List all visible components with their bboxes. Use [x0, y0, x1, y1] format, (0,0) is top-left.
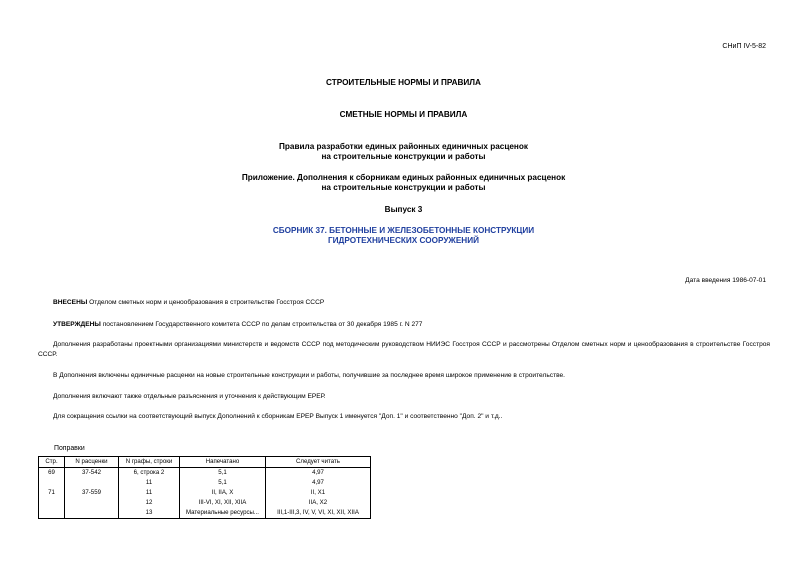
title-issue: Выпуск 3	[384, 205, 423, 214]
table-cell: 11	[119, 478, 180, 488]
header-column-row: N графы, строки	[119, 457, 180, 468]
table-row	[39, 508, 371, 519]
corrections-label: Поправки	[54, 445, 85, 452]
paragraph-clarifications: Дополнения включают также отдельные разъяснения и уточнения к действующим ЕРЕР.	[53, 393, 326, 400]
title-rules-line2: на строительные конструкции и работы	[321, 152, 486, 161]
table-cell	[65, 478, 119, 488]
table-cell: 11	[119, 488, 180, 498]
title-appendix-line2: на строительные конструкции и работы	[321, 183, 486, 192]
table-cell: Материальные ресурсы...	[180, 508, 266, 519]
paragraph-introduced	[38, 298, 770, 308]
title-estimate-norms: СМЕТНЫЕ НОРМЫ И ПРАВИЛА	[339, 110, 468, 119]
table-cell: III,1-III,3, IV, V, VI, XI, XII, XIIA	[266, 508, 371, 519]
table-cell: 13	[119, 508, 180, 519]
table-cell: III-VI, XI, XII, XIIA	[180, 498, 266, 508]
title-appendix-line1: Приложение. Дополнения к сборникам единых районных единичных расценок	[241, 173, 566, 182]
table-cell: 37-559	[65, 488, 119, 498]
table-cell: 5,1	[180, 468, 266, 479]
header-page: Стр.	[39, 457, 65, 468]
paragraph-developed: Дополнения разработаны проектными организациями министерств и ведомств СССР под методическим руководством НИИЭС Госстроя СССР и рассмотрены Отделом сметных норм и ценообразования в строительстве Госстроя СССР.	[38, 341, 770, 358]
table-cell: 12	[119, 498, 180, 508]
introduction-date: Дата введения 1986-07-01	[685, 277, 766, 284]
paragraph-approved	[38, 320, 770, 330]
paragraph-introduced-bold: ВНЕСЕНЫ	[53, 299, 88, 306]
document-code: СНиП IV-5-82	[722, 43, 766, 50]
table-cell	[65, 498, 119, 508]
title-collection-line2: ГИДРОТЕХНИЧЕСКИХ СООРУЖЕНИЙ	[328, 236, 479, 245]
paragraph-introduced-text: Отделом сметных норм и ценообразования в строительстве Госстроя СССР	[87, 299, 325, 306]
table-cell: 69	[39, 468, 65, 479]
table-cell: II, X1	[266, 488, 371, 498]
title-rules-line1: Правила разработки единых районных единичных расценок	[279, 142, 528, 151]
table-cell: 4,97	[266, 468, 371, 479]
paragraph-approved-bold: УТВЕРЖДЕНЫ	[53, 321, 101, 328]
table-cell: 37-542	[65, 468, 119, 479]
table-cell: 6, строка 2	[119, 468, 180, 479]
table-cell: 4,97	[266, 478, 371, 488]
table-cell	[39, 478, 65, 488]
corrections-table	[38, 456, 371, 519]
table-cell: II, IIA, X	[180, 488, 266, 498]
table-header-row	[39, 457, 371, 468]
table-cell	[39, 508, 65, 519]
table-cell	[39, 498, 65, 508]
title-collection-line1: СБОРНИК 37. БЕТОННЫЕ И ЖЕЛЕЗОБЕТОННЫЕ КОНСТРУКЦИИ	[272, 226, 535, 235]
table-cell: IIA, X2	[266, 498, 371, 508]
table-row	[39, 498, 371, 508]
header-printed: Напечатано	[180, 457, 266, 468]
table-cell: 71	[39, 488, 65, 498]
table-cell: 5,1	[180, 478, 266, 488]
paragraph-approved-text: постановлением Государственного комитета СССР по делам строительства от 30 декабря 1985 г. N 277	[100, 321, 423, 328]
header-should-read: Следует читать	[266, 457, 371, 468]
header-rate-number: N расценки	[65, 457, 119, 468]
paragraph-abbreviation: Для сокращения ссылки на соответствующий выпуск Дополнений к сборникам ЕРЕР Выпуск 1 именуется "Доп. 1" и соответственно "Доп. 2" и т.д..	[53, 413, 503, 420]
table-row	[39, 468, 371, 479]
table-row	[39, 488, 371, 498]
title-norms: СТРОИТЕЛЬНЫЕ НОРМЫ И ПРАВИЛА	[326, 78, 481, 87]
table-cell	[65, 508, 119, 519]
paragraph-included: В Дополнения включены единичные расценки на новые строительные конструкции и работы, получившие за последнее время широкое применение в строительстве.	[53, 372, 566, 379]
table-row	[39, 478, 371, 488]
